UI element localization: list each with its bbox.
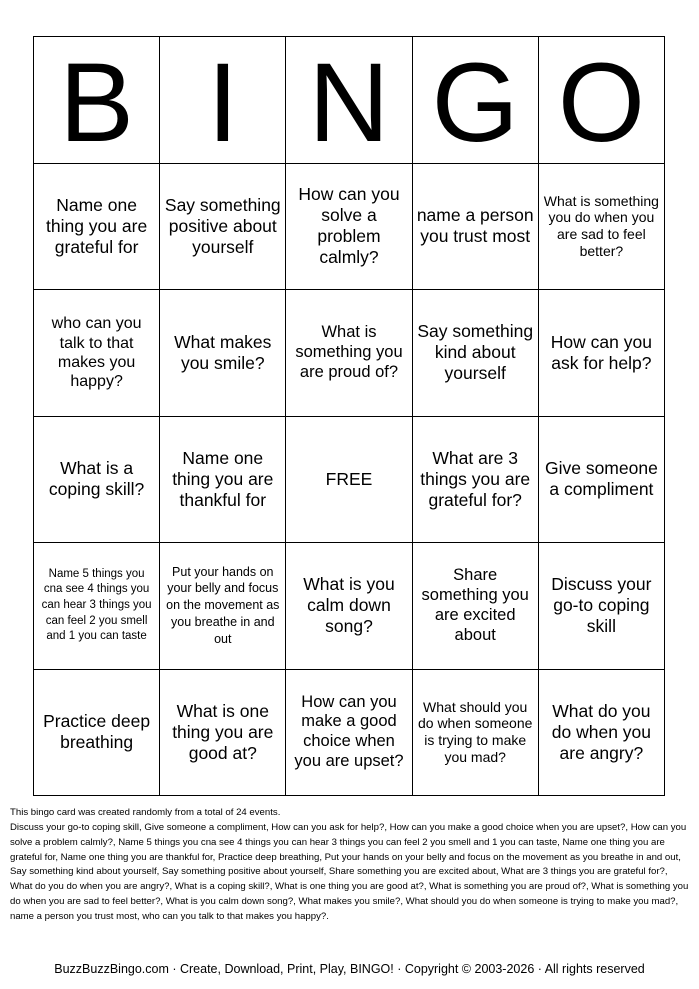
bingo-cell: Practice deep breathing: [34, 670, 160, 797]
event-list-text: Discuss your go-to coping skill, Give someone a compliment, How can you ask for help?, How can you make a good choice when you are upset?, How can you solve a problem calmly?, Name 5 things you cna see 4 things you can hear 3 things you can feel 2 you smell and 1 you can taste, Name one thing you are grateful for, Name one thing you are thankful for, Practice deep breathing, Put your hands on your belly and focus on the movement as you breathe in and out, Say something kind about yourself, Say something positive about yourself, Share something you are excited about, What are 3 things you are grateful for?, What do you do when you are angry?, What is a coping skill?, What is one thing you are good at?, What is something you are proud of?, What is something you do when you are sad to feel better?, What is you calm down song?, What makes you smile?, What should you do when someone is trying to make you mad?, name a person you trust most, who can you talk to that makes you happy?.: [10, 821, 689, 923]
event-count-note: This bingo card was created randomly from a total of 24 events.: [10, 807, 281, 818]
free-space: FREE: [286, 417, 412, 544]
header-letter-n: N: [286, 37, 412, 164]
header-letter-g: G: [413, 37, 539, 164]
bingo-cell: How can you make a good choice when you are upset?: [286, 670, 412, 797]
bingo-cell: Give someone a compliment: [539, 417, 665, 544]
bingo-cell: What makes you smile?: [160, 290, 286, 417]
bingo-cell: How can you ask for help?: [539, 290, 665, 417]
bingo-cell: Name one thing you are grateful for: [34, 164, 160, 291]
bingo-cell: What do you do when you are angry?: [539, 670, 665, 797]
bingo-cell: What is something you are proud of?: [286, 290, 412, 417]
bingo-cell: Put your hands on your belly and focus on the movement as you breathe in and out: [160, 543, 286, 670]
header-letter-b: B: [34, 37, 160, 164]
bingo-card: [33, 36, 665, 796]
copyright-line: BuzzBuzzBingo.com · Create, Download, Print, Play, BINGO! · Copyright © 2003-2026 · All rights reserved: [54, 962, 645, 976]
bingo-cell: Discuss your go-to coping skill: [539, 543, 665, 670]
bingo-cell: What is something you do when you are sad to feel better?: [539, 164, 665, 291]
bingo-cell: What are 3 things you are grateful for?: [413, 417, 539, 544]
bingo-cell: What should you do when someone is trying to make you mad?: [413, 670, 539, 797]
bingo-cell: Say something kind about yourself: [413, 290, 539, 417]
bingo-cell: Name 5 things you cna see 4 things you can hear 3 things you can feel 2 you smell and 1 you can taste: [34, 543, 160, 670]
bingo-cell: What is a coping skill?: [34, 417, 160, 544]
event-list: [10, 806, 690, 925]
bingo-cell: Name one thing you are thankful for: [160, 417, 286, 544]
bingo-cell: What is you calm down song?: [286, 543, 412, 670]
header-letter-i: I: [160, 37, 286, 164]
header-letter-o: O: [539, 37, 665, 164]
bingo-cell: name a person you trust most: [413, 164, 539, 291]
bingo-cell: What is one thing you are good at?: [160, 670, 286, 797]
bingo-cell: Share something you are excited about: [413, 543, 539, 670]
bingo-cell: How can you solve a problem calmly?: [286, 164, 412, 291]
bingo-cell: who can you talk to that makes you happy?: [34, 290, 160, 417]
bingo-cell: Say something positive about yourself: [160, 164, 286, 291]
